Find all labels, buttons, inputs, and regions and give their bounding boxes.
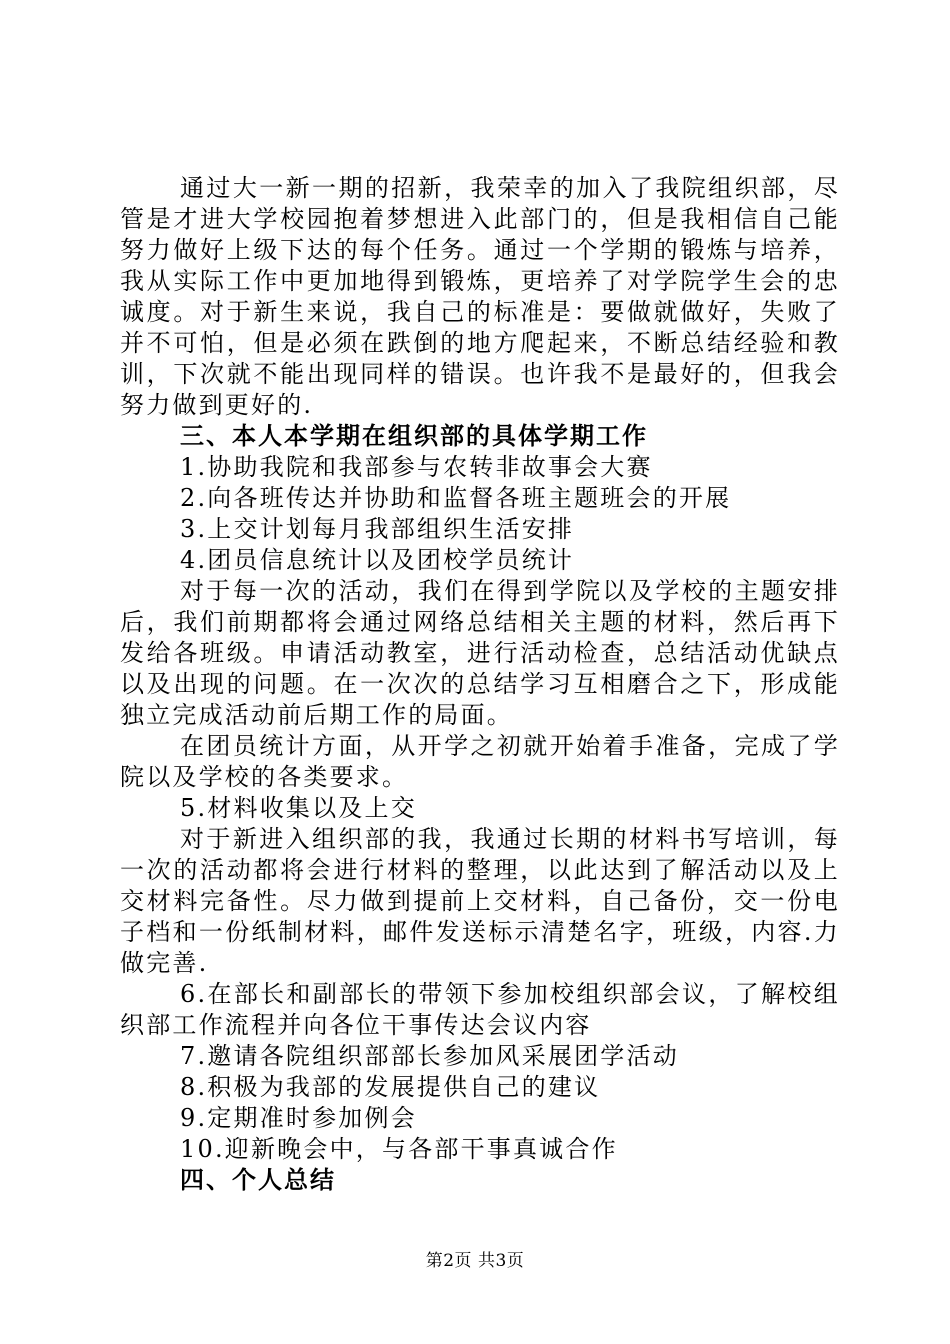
list-item-1: 1.协助我院和我部参与农转非故事会大赛	[180, 453, 653, 481]
list-item-4: 4.团员信息统计以及团校学员统计	[180, 546, 575, 574]
list-item-7: 7.邀请各院组织部部长参加风采展团学活动	[180, 1042, 679, 1070]
section-heading-3: 三、本人本学期在组织部的具体学期工作	[180, 422, 648, 450]
statistics-paragraph: 在团员统计方面，从开学之初就开始着手准备，完成了学院以及学校的各类要求。	[120, 732, 840, 791]
list-item-5: 5.材料收集以及上交	[180, 794, 417, 822]
page-footer: 第2页 共3页	[425, 1251, 525, 1271]
list-item-2: 2.向各班传达并协助和监督各班主题班会的开展	[180, 484, 732, 512]
materials-paragraph: 对于新进入组织部的我，我通过长期的材料书写培训，每一次的活动都将会进行材料的整理，以此达到了解活动以及上交材料完备性。尽力做到提前上交材料，自己备份，交一份电子档和一份纸制材料，邮件发送标示清楚名字，班级，内容.力做完善.	[120, 825, 840, 977]
intro-paragraph: 通过大一新一期的招新，我荣幸的加入了我院组织部，尽管是才进大学校园抱着梦想进入此部门的，但是我相信自己能努力做好上级下达的每个任务。通过一个学期的锻炼与培养，我从实际工作中更加地得到锻炼，更培养了对学院学生会的忠诚度。对于新生来说，我自己的标准是：要做就做好，失败了并不可怕，但是必须在跌倒的地方爬起来，不断总结经验和教训，下次就不能出现同样的错误。也许我不是最好的，但我会努力做到更好的.	[120, 174, 840, 419]
list-item-10: 10.迎新晚会中，与各部干事真诚合作	[180, 1135, 618, 1163]
list-item-6: 6.在部长和副部长的带领下参加校组织部会议，了解校组织部工作流程并向各位干事传达会议内容	[120, 980, 840, 1039]
activity-paragraph: 对于每一次的活动，我们在得到学院以及学校的主题安排后，我们前期都将会通过网络总结相关主题的材料，然后再下发给各班级。申请活动教室，进行活动检查，总结活动优缺点以及出现的问题。在一次次的总结学习互相磨合之下，形成能独立完成活动前后期工作的局面。	[120, 577, 840, 729]
section-heading-4: 四、个人总结	[180, 1166, 336, 1194]
list-item-8: 8.积极为我部的发展提供自己的建议	[180, 1073, 601, 1101]
list-item-9: 9.定期准时参加例会	[180, 1104, 417, 1132]
list-item-3: 3.上交计划每月我部组织生活安排	[180, 515, 575, 543]
document-body	[120, 173, 840, 1196]
